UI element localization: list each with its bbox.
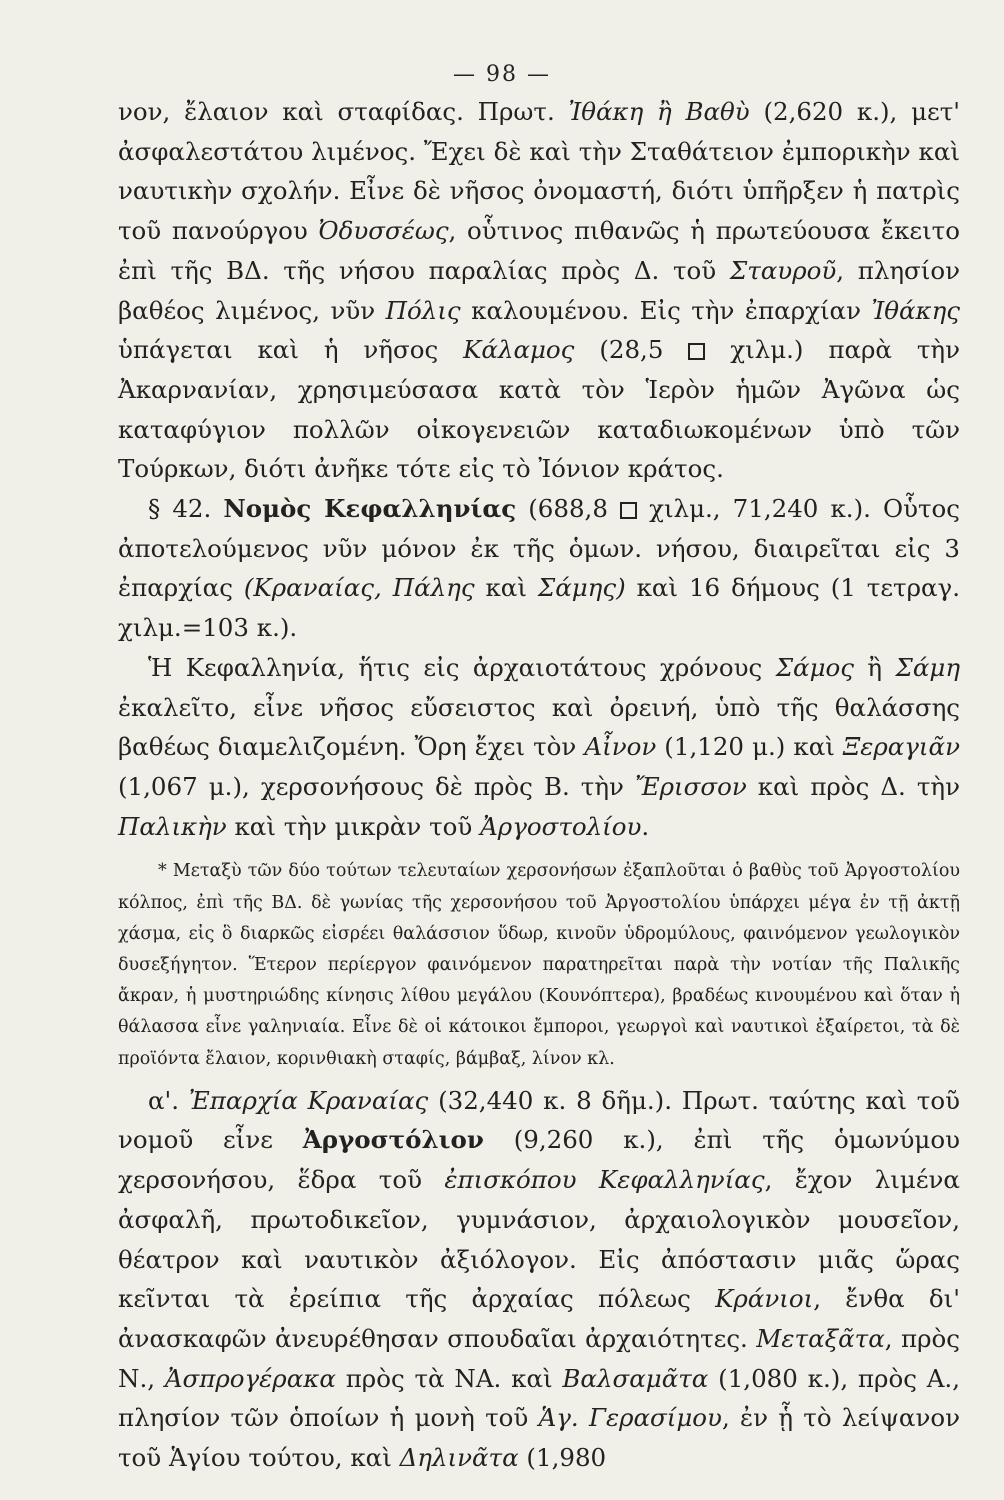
- text-run: πρὸς τὰ ΝΑ. καὶ: [335, 1363, 563, 1393]
- text-run: (28,5: [574, 335, 689, 365]
- text-run: καλουμένου. Εἰς τὴν ἐπαρχίαν: [460, 295, 872, 325]
- bold-heading-term: Νομὸς Κεφαλληνίας: [223, 494, 517, 524]
- text-run: , οὗτινος πιθανῶς ἡ πρωτεύουσα ἔκειτο ἐπὶ τῆς ΒΔ. τῆς νήσου παραλίας πρὸς Δ. τοῦ: [118, 216, 960, 285]
- italic-term: Παλικὴν: [118, 811, 227, 841]
- text-run: , πρὸς Ν.,: [118, 1324, 960, 1393]
- text-run: ἢ: [853, 652, 896, 682]
- page-body: [118, 92, 960, 1478]
- page-number: — 98 —: [453, 62, 551, 87]
- bold-heading-term: Ἀργοστόλιον: [302, 1125, 484, 1155]
- italic-term: Σταυροῦ: [729, 255, 837, 285]
- paragraph-ithaca: [118, 92, 960, 489]
- text-run: (9,260 κ.), ἐπὶ τῆς ὁμωνύμου χερσονήσου, ἕδρα τοῦ: [118, 1125, 960, 1195]
- text-run: Ἡ Κεφαλληνία, ἥτις εἰς ἀρχαιοτάτους χρόνους: [148, 652, 776, 682]
- italic-term: Ξεραγιᾶν: [842, 732, 960, 762]
- italic-term: Ἀσπρογέρακα: [164, 1363, 336, 1393]
- footnote: [118, 856, 960, 1074]
- text-run: (1,980: [518, 1443, 607, 1473]
- text-run: (32,440 κ. 8 δῆμ.). Πρωτ. ταύτης καὶ τοῦ νομοῦ εἶνε: [118, 1085, 961, 1155]
- italic-term: Βαλσαμᾶτα: [562, 1363, 709, 1393]
- text-run: καὶ τὴν μικρὰν τοῦ: [226, 811, 481, 841]
- square-symbol-icon: [620, 502, 637, 519]
- text-run: καὶ: [474, 573, 538, 603]
- paragraph-nomos-kefallinias: [118, 489, 960, 648]
- text-run: .: [641, 811, 650, 841]
- text-run: , ἐν ᾗ τὸ λείψανον τοῦ Ἁγίου τούτου, καὶ: [118, 1403, 960, 1473]
- italic-term: Αἶνον: [584, 732, 657, 762]
- italic-term: Κάλαμος: [463, 335, 575, 365]
- italic-term: Δηλινᾶτα: [399, 1443, 519, 1473]
- text-run: (2,620 κ.), μετ' ἀσφαλεστάτου λιμένος. Ἔχει δὲ καὶ τὴν Σταθάτειον ἐμπορικὴν καὶ ναυτικὴν σχολήν. Εἶνε δὲ νῆσος ὀνομαστή, διότι ὑπῆρξεν ἡ πατρὶς τοῦ πανούργου: [118, 97, 960, 246]
- text-run: , ἔνθα δι' ἀνασκαφῶν ἀνευρέθησαν σπουδαῖαι ἀρχαιότητες.: [118, 1284, 960, 1353]
- italic-term: Κράνιοι: [715, 1284, 814, 1314]
- text-run: ὑπάγεται καὶ ἡ νῆσος: [118, 335, 464, 365]
- italic-term: (Κραναίας, Πάλης: [243, 573, 475, 603]
- italic-term: Σάμος: [775, 652, 854, 682]
- text-run: , πλησίον βαθέος λιμένος, νῦν: [118, 255, 961, 325]
- italic-term: Ἔρισσον: [634, 771, 747, 801]
- square-symbol-icon: [688, 343, 705, 360]
- italic-term: Ὀδυσσέως: [318, 216, 449, 246]
- text-run: νον, ἔλαιον καὶ σταφίδας. Πρωτ.: [118, 97, 569, 126]
- text-run: α'.: [148, 1085, 189, 1115]
- italic-term: Σάμης): [537, 573, 626, 603]
- italic-term: Πόλις: [385, 295, 461, 325]
- italic-term: Μεταξᾶτα: [756, 1324, 885, 1353]
- text-run: χιλμ.) παρὰ τὴν Ἀκαρνανίαν, χρησιμεύσασα κατὰ τὸν Ἱερὸν ἡμῶν Ἀγῶνα ὡς καταφύγιον πολλῶν οἰκογενειῶν καταδιωκομένων ὑπὸ τῶν Τούρκων, διότι ἀνῆκε τότε εἰς τὸ Ἰόνιον κράτος.: [118, 335, 960, 484]
- text-run: ἐκαλεῖτο, εἶνε νῆσος εὔσειστος καὶ ὀρεινή, ὑπὸ τῆς θαλάσσης βαθέως διαμελιζομένη. Ὄρη ἔχει τὸν: [118, 692, 960, 762]
- text-run: χιλμ., 71,240 κ.). Οὗτος ἀποτελούμενος νῦν μόνον ἐκ τῆς ὁμων. νήσου, διαιρεῖται εἰς 3 ἐπαρχίας: [118, 494, 960, 603]
- text-run: § 42.: [148, 494, 224, 524]
- text-run: (1,067 μ.), χερσονήσους δὲ πρὸς Β. τὴν: [118, 771, 635, 801]
- text-run: * Μεταξὺ τῶν δύο τούτων τελευταίων χερσονήσων ἐξαπλοῦται ὁ βαθὺς τοῦ Ἀργοστολίου κόλπος, ἐπὶ τῆς ΒΔ. δὲ γωνίας τῆς χερσονήσου τοῦ Ἀργοστολίου ὑπάρχει μέγα ἐν τῇ ἀκτῇ χάσμα, εἰς ὃ διαρκῶς εἰσρέει θαλάσσιον ὕδωρ, κινοῦν ὑδρομύλους, φαινόμενον γεωλογικὸν δυσεξήγητον. Ἕτερον περίεργον φαινόμενον παρατηρεῖται παρὰ τὴν νοτίαν τῆς Παλικῆς ἄκραν, ἡ μυστηριώδης κίνησις λίθου μεγάλου (Κουνόπτερα), βραδέως κινουμένου καὶ ὅταν ἡ θάλασσα εἶνε γαληνιαία. Εἶνε δὲ οἱ κάτοικοι ἔμποροι, γεωργοὶ καὶ ναυτικοὶ ἐξαίρετοι, τὰ δὲ προϊόντα ἔλαιον, κορινθιακὴ σταφίς, βάμβαξ, λίνον κλ.: [118, 861, 960, 1069]
- italic-term: Ἀργοστολίου: [480, 811, 642, 841]
- paragraph-kefallinia-description: [118, 648, 960, 847]
- italic-term: Σάμη: [895, 652, 960, 682]
- italic-term: Ἐπαρχία Κραναίας: [188, 1085, 429, 1115]
- italic-term: ἐπισκόπου Κεφαλληνίας: [444, 1165, 765, 1195]
- text-run: (1,120 μ.) καὶ: [656, 732, 843, 762]
- italic-term: Ἁγ. Γερασίμου: [538, 1403, 722, 1433]
- italic-term: Ἰθάκης: [871, 295, 960, 325]
- italic-term: Ἰθάκη ἢ Βαθὺ: [568, 97, 750, 126]
- text-run: (1,080 κ.), πρὸς Α., πλησίον τῶν ὁποίων ἡ μονὴ τοῦ: [118, 1363, 960, 1433]
- text-run: καὶ 16 δήμους (1 τετραγ. χιλμ.=103 κ.).: [118, 573, 960, 643]
- paragraph-eparchia-kranaias: [118, 1081, 960, 1478]
- text-run: , ἔχον λιμένα ἀσφαλῆ, πρωτοδικεῖον, γυμνάσιον, ἀρχαιολογικὸν μουσεῖον, θέατρον καὶ ναυτικὸν ἀξιόλογον. Εἰς ἀπόστασιν μιᾶς ὥρας κεῖνται τὰ ἐρείπια τῆς ἀρχαίας πόλεως: [118, 1165, 960, 1314]
- text-run: καὶ πρὸς Δ. τὴν: [746, 771, 960, 801]
- text-run: (688,8: [516, 494, 621, 524]
